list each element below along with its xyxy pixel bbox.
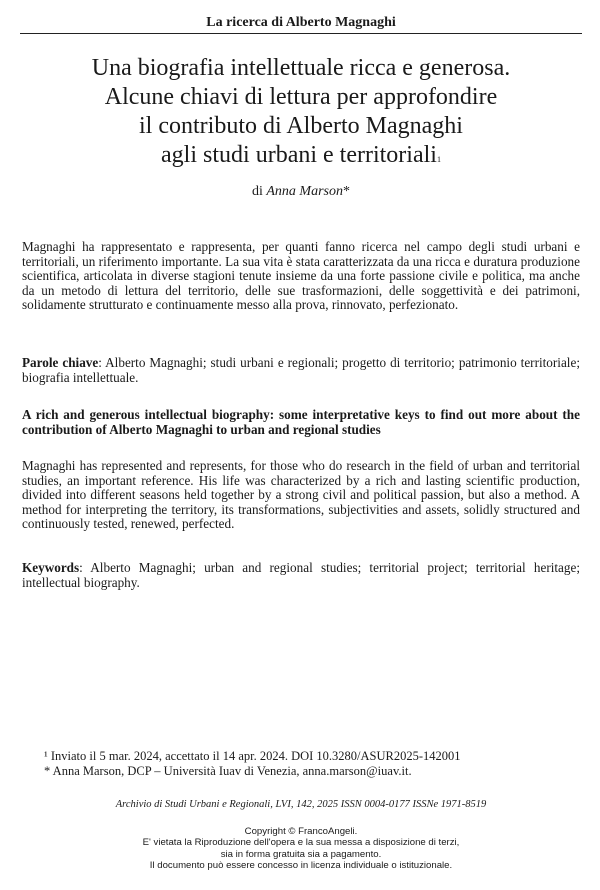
journal-citation: Archivio di Studi Urbani e Regionali, LVI, 142, 2025 ISSN 0004-0177 ISSNe 1971-8519 xyxy=(115,799,487,810)
english-title: A rich and generous intellectual biography: some interpretative keys to find out more about the contribution of Alberto Magnaghi to urban and regional studies xyxy=(22,407,580,437)
abstract-english: Magnaghi has represented and represents, for those who do research in the field of urban and territorial studies, an important reference. His life was characterized by a rich and lasting scientific production, divided into different seasons held together by a strong civil and political passion, but also a method. A method for interpreting the territory, its transformations, subjectivities and assets, solidly structured and continuously tested, renewed, perfected. xyxy=(22,458,580,532)
abstract-italian: Magnaghi ha rappresentato e rappresenta, per quanti fanno ricerca nel campo degli studi urbani e territoriali, un riferimento importante. La sua vita è stata caratterizzata da una ricca e duratura produzione scientifica, articolata in diverse stagioni tenute insieme da una forte passione civile e politica, ma anche da un metodo di lettura del territorio, delle sue trasformazioni, delle soggettività e dei patrimoni, solidamente strutturato e continuamente messo alla prova, rinnovato, perfezionato. xyxy=(22,239,580,313)
title-line-1: Una biografia intellettuale ricca e generosa. xyxy=(91,55,511,81)
footnote-1: ¹ Inviato il 5 mar. 2024, accettato il 14 apr. 2024. DOI 10.3280/ASUR2025-142001 xyxy=(44,749,461,763)
keywords-italian xyxy=(22,356,580,385)
copyright-line-4: Il documento può essere concesso in licenza individuale o istituzionale. xyxy=(149,860,453,872)
keywords-english-label: Keywords xyxy=(22,560,80,575)
title-footnote-mark: 1 xyxy=(436,155,441,164)
keywords-italian-text: : Alberto Magnaghi; studi urbani e regionali; progetto di territorio; patrimonio territoriale; biografia intellettuale. xyxy=(22,355,580,385)
footnotes xyxy=(44,749,574,779)
article-title xyxy=(20,54,582,170)
copyright-line-1: Copyright © FrancoAngeli. xyxy=(244,826,358,837)
byline xyxy=(20,183,582,201)
title-line-4-text: agli studi urbani e territoriali xyxy=(161,142,437,168)
byline-prefix: di xyxy=(251,184,263,199)
title-line-3: il contributo di Alberto Magnaghi xyxy=(139,113,463,139)
author-footnote-mark: * xyxy=(343,184,350,199)
copyright-line-2: E' vietata la Riproduzione dell'opera e la sua messa a disposizione di terzi, xyxy=(142,837,460,849)
keywords-english xyxy=(22,561,580,590)
keywords-italian-label: Parole chiave xyxy=(22,355,99,370)
author-name: Anna Marson xyxy=(266,184,343,199)
running-head: La ricerca di Alberto Magnaghi xyxy=(206,15,396,30)
copyright-line-3: sia in forma gratuita sia a pagamento. xyxy=(220,848,382,860)
title-line-4 xyxy=(20,141,582,170)
copyright-notice xyxy=(20,826,582,872)
header-rule xyxy=(20,33,582,34)
footnote-author: * Anna Marson, DCP – Università Iuav di Venezia, anna.marson@iuav.it. xyxy=(44,764,412,778)
title-line-2: Alcune chiavi di lettura per approfondire xyxy=(104,84,498,110)
keywords-english-text: : Alberto Magnaghi; urban and regional studies; territorial project; territorial heritage; intellectual biography. xyxy=(22,560,580,590)
